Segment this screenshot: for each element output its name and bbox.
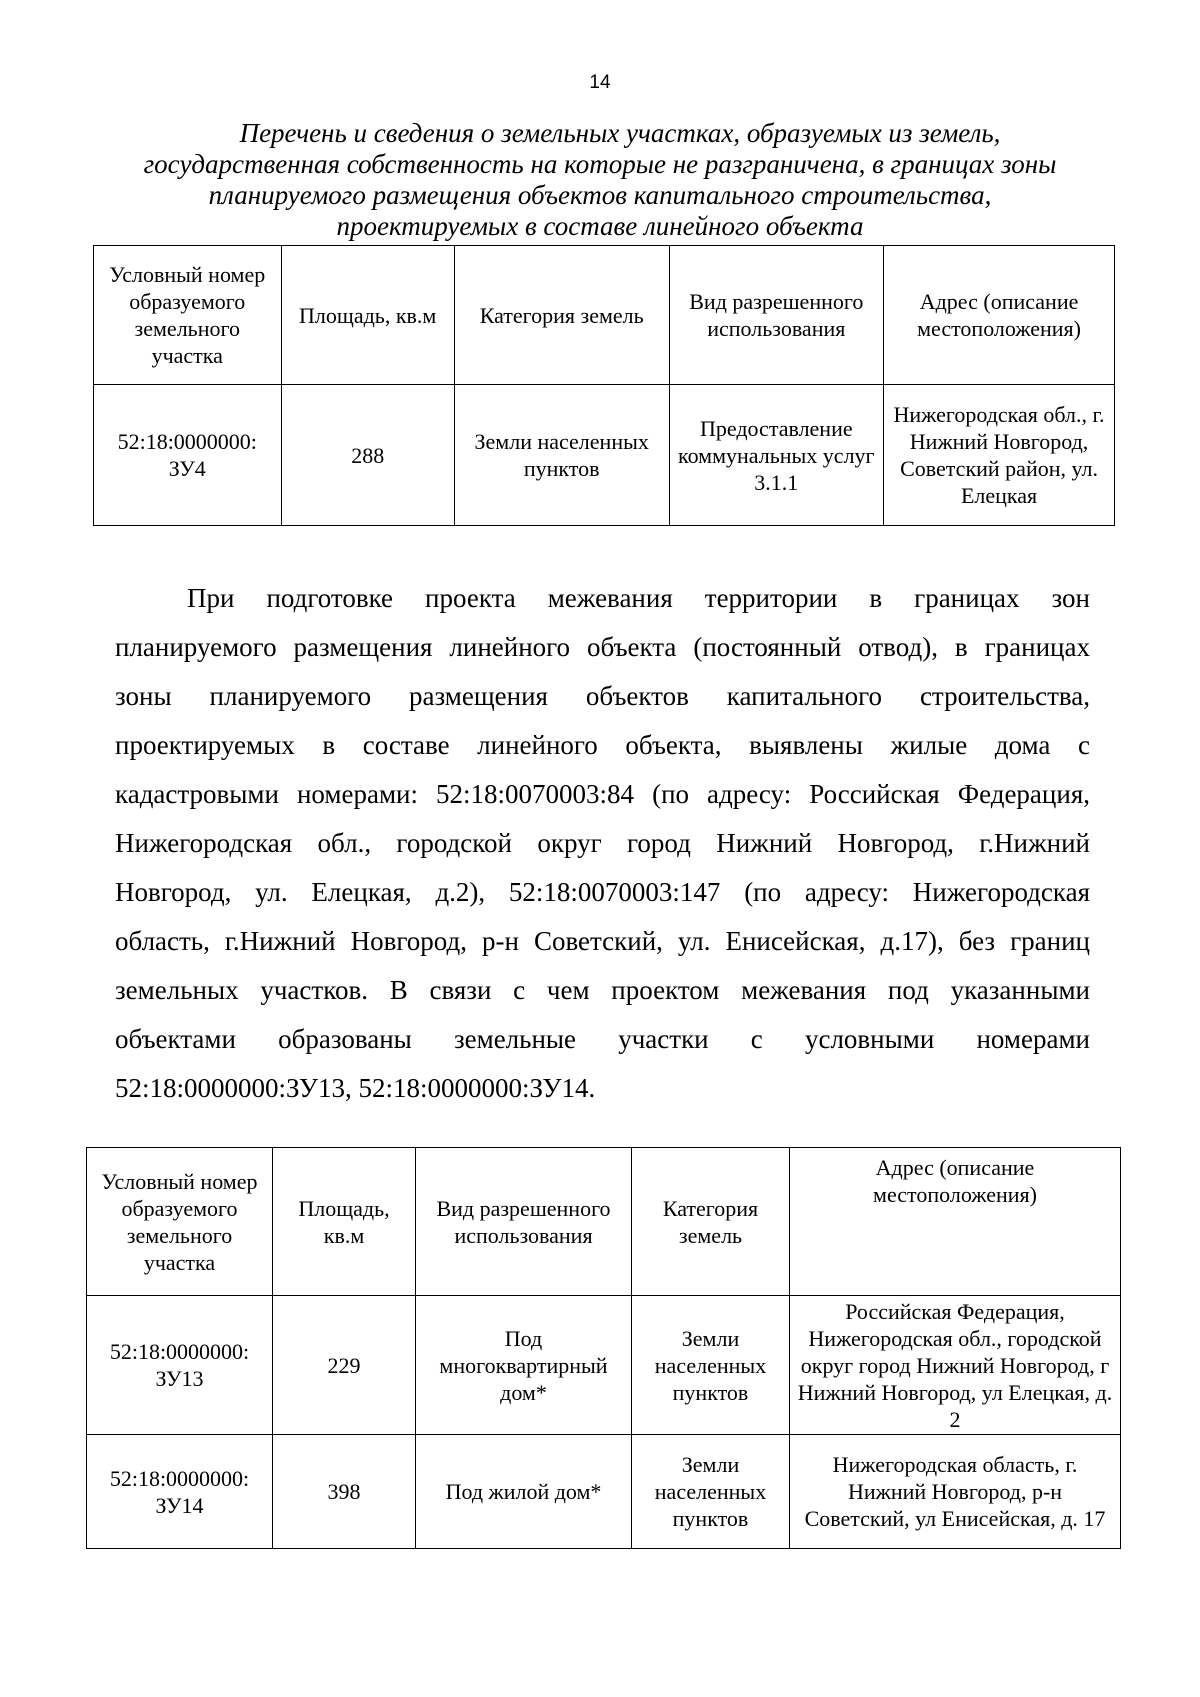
cell-category: Земли населенных пунктов: [454, 385, 669, 526]
paragraph-line: Нижегородская обл., городской округ город Нижний Новгород, г.Нижний: [115, 828, 1090, 858]
cell-address: Нижегородская обл., г. Нижний Новгород, Советский район, ул. Елецкая: [884, 385, 1115, 526]
paragraph-line: При подготовке проекта межевания территории в границах зон: [187, 583, 1090, 613]
header-cell-number: Условный номер образуемого земельного участка: [94, 246, 282, 385]
table-header-row: [94, 246, 1115, 385]
body-paragraph: [115, 574, 1090, 1113]
paragraph-line: Новгород, ул. Елецкая, д.2), 52:18:0070003:147 (по адресу: Нижегородская: [115, 877, 1090, 907]
paragraph-line: кадастровыми номерами: 52:18:0070003:84 (по адресу: Российская Федерация,: [115, 779, 1090, 809]
header-cell-address: Адрес (описание местоположения): [790, 1148, 1121, 1296]
page-number: 14: [589, 72, 611, 93]
cell-use: Предоставление коммунальных услуг 3.1.1: [669, 385, 884, 526]
header-cell-category: Категория земель: [454, 246, 669, 385]
land-plots-table-2: [86, 1147, 1121, 1549]
table-row: [87, 1296, 1121, 1435]
cell-number: 52:18:0000000: ЗУ14: [87, 1435, 273, 1549]
heading-line: государственная собственность на которые не разграничена, в границах зоны: [143, 149, 1057, 179]
cell-area: 288: [281, 385, 454, 526]
header-cell-use: Вид разрешенного использования: [669, 246, 884, 385]
heading-line: Перечень и сведения о земельных участках, образуемых из земель,: [239, 118, 1001, 148]
heading-line: планируемого размещения объектов капитального строительства,: [208, 180, 992, 210]
table-header-row: [87, 1148, 1121, 1296]
cell-use: Под многоквартирный дом*: [416, 1296, 632, 1435]
header-cell-category: Категория земель: [632, 1148, 790, 1296]
cell-number: 52:18:0000000: ЗУ13: [87, 1296, 273, 1435]
paragraph-line: зоны планируемого размещения объектов капитального строительства,: [115, 681, 1090, 711]
cell-area: 229: [273, 1296, 416, 1435]
cell-use: Под жилой дом*: [416, 1435, 632, 1549]
cell-address: Российская Федерация, Нижегородская обл., городской округ город Нижний Новгород, г Нижний Новгород, ул Елецкая, д. 2: [790, 1296, 1121, 1435]
header-cell-use: Вид разрешенного использования: [416, 1148, 632, 1296]
cell-area: 398: [273, 1435, 416, 1549]
header-cell-address: Адрес (описание местоположения): [884, 246, 1115, 385]
table-row: [87, 1435, 1121, 1549]
header-cell-number: Условный номер образуемого земельного участка: [87, 1148, 273, 1296]
heading-line: проектируемых в составе линейного объекта: [336, 211, 864, 241]
paragraph-line: 52:18:0000000:ЗУ13, 52:18:0000000:ЗУ14.: [115, 1073, 596, 1103]
section-heading: [90, 118, 1110, 242]
paragraph-line: планируемого размещения линейного объекта (постоянный отвод), в границах: [115, 632, 1090, 662]
land-plots-table-1: [93, 245, 1115, 526]
cell-category: Земли населенных пунктов: [632, 1296, 790, 1435]
paragraph-line: проектируемых в составе линейного объекта, выявлены жилые дома с: [115, 730, 1090, 760]
paragraph-line: область, г.Нижний Новгород, р-н Советский, ул. Енисейская, д.17), без границ: [115, 926, 1090, 956]
paragraph-line: земельных участков. В связи с чем проектом межевания под указанными: [115, 975, 1090, 1005]
table-row: [94, 385, 1115, 526]
cell-number: 52:18:0000000: ЗУ4: [94, 385, 282, 526]
cell-address: Нижегородская область, г. Нижний Новгород, р-н Советский, ул Енисейская, д. 17: [790, 1435, 1121, 1549]
cell-category: Земли населенных пунктов: [632, 1435, 790, 1549]
header-cell-area: Площадь, кв.м: [281, 246, 454, 385]
paragraph-line: объектами образованы земельные участки с условными номерами: [115, 1024, 1090, 1054]
header-cell-area: Площадь, кв.м: [273, 1148, 416, 1296]
